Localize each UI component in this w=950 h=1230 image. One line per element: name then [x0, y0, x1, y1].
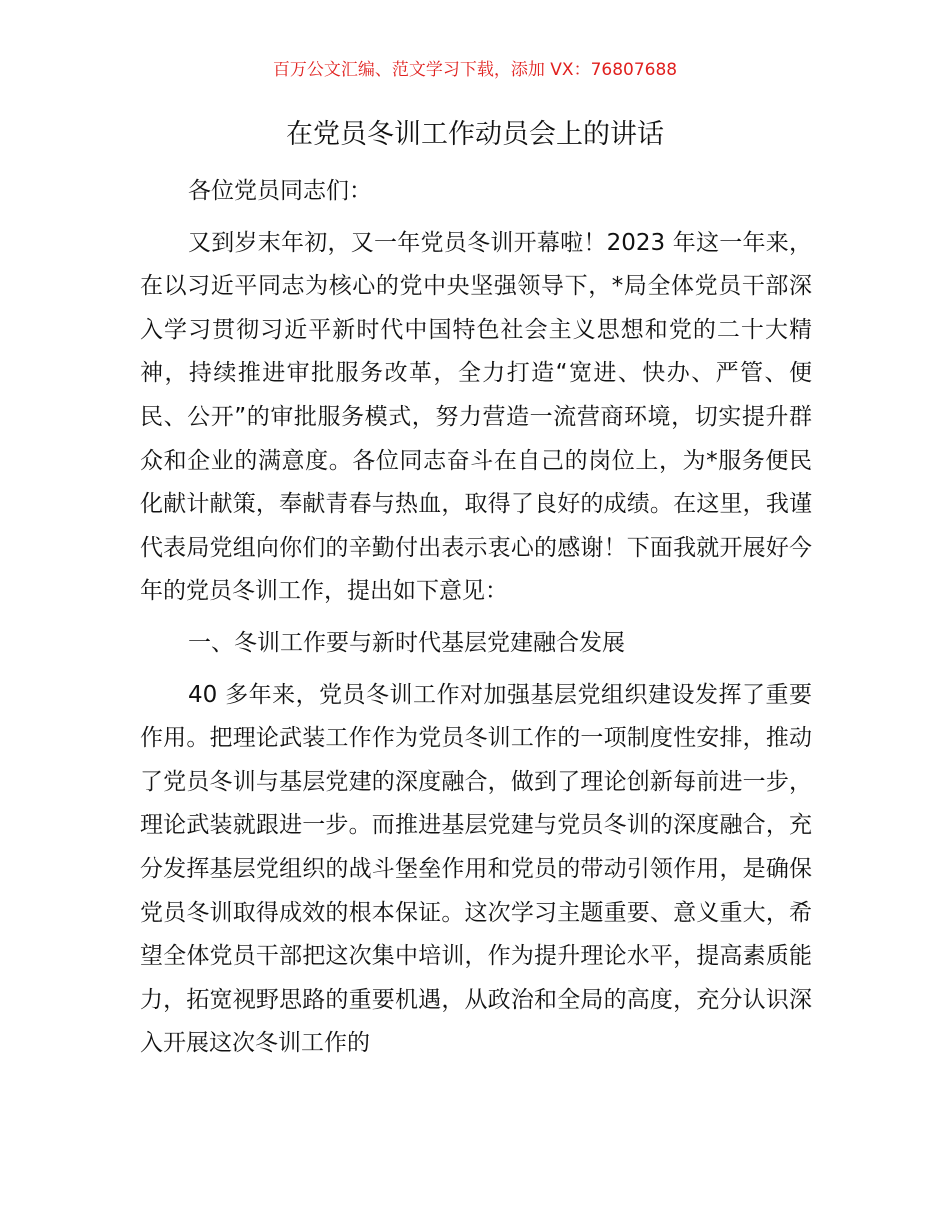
paragraph-intro: 又到岁末年初，又一年党员冬训开幕啦！2023 年这一年来，在以习近平同志为核心的党中央坚强领导下，*局全体党员干部深入学习贯彻习近平新时代中国特色社会主义思想和党的二十大精神，持续推进审批服务改革，全力打造“宽进、快办、严管、便民、公开”的审批服务模式，努力营造一流营商环境，切实提升群众和企业的满意度。各位同志奋斗在自己的岗位上，为*服务便民化献计献策，奉献青春与热血，取得了良好的成绩。在这里，我谨代表局党组向你们的辛勤付出表示衷心的感谢！下面我就开展好今年的党员冬训工作，提出如下意见： — [140, 229, 812, 605]
section-heading-1: 一、冬训工作要与新时代基层党建融合发展 — [188, 629, 625, 656]
watermark-header: 百万公文汇编、范文学习下载，添加 VX：76807688 — [272, 60, 678, 80]
salutation: 各位党员同志们： — [188, 178, 372, 204]
document-body — [140, 170, 812, 1074]
page-title: 在党员冬训工作动员会上的讲话 — [286, 119, 664, 150]
paragraph-section-1: 40 多年来，党员冬训工作对加强基层党组织建设发挥了重要作用。把理论武装工作作为党员冬训工作的一项制度性安排，推动了党员冬训与基层党建的深度融合，做到了理论创新每前进一步，理论武装就跟进一步。而推进基层党建与党员冬训的深度融合，充分发挥基层党组织的战斗堡垒作用和党员的带动引领作用，是确保党员冬训取得成效的根本保证。这次学习主题重要、意义重大，希望全体党员干部把这次集中培训，作为提升理论水平，提高素质能力，拓宽视野思路的重要机遇，从政治和全局的高度，充分认识深入开展这次冬训工作的 — [140, 681, 812, 1057]
